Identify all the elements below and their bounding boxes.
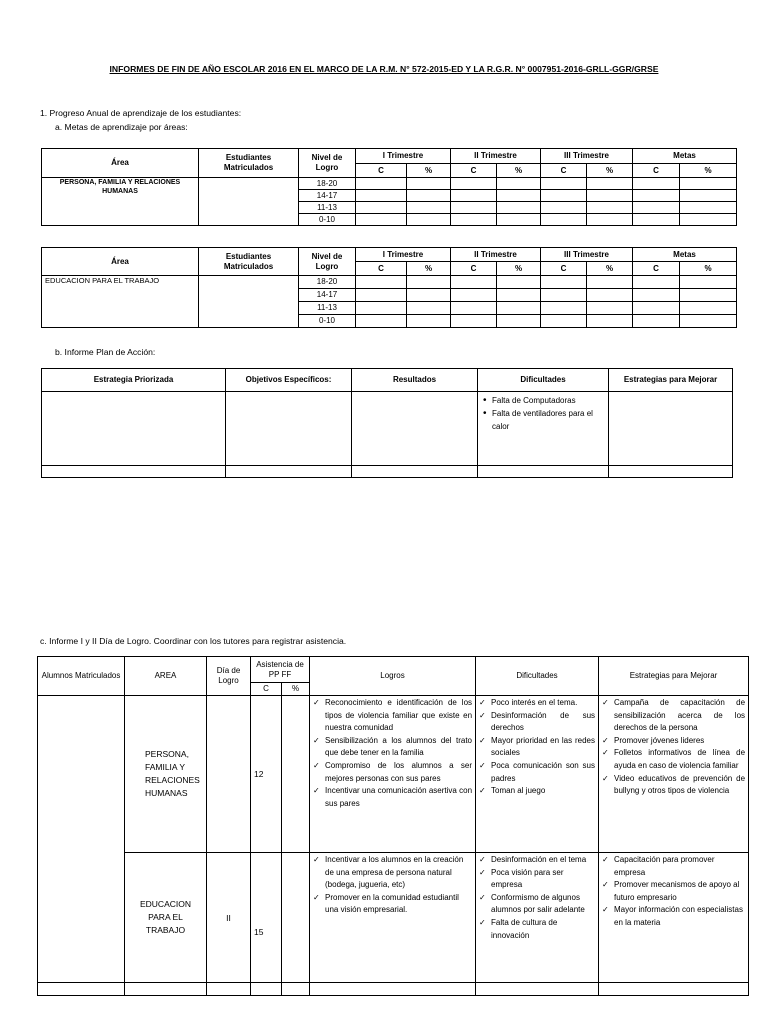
list-item: ✓ Mayor información con especialistas en la materia	[602, 904, 745, 929]
header-pct: %	[680, 262, 737, 276]
header-pct: %	[497, 262, 541, 276]
list-item: ✓ Mayor prioridad en las redes sociales	[479, 735, 595, 760]
list-item: • Falta de ventiladores para el calor	[481, 407, 605, 433]
estudiantes-cell	[199, 178, 299, 226]
area-cell: PERSONA, FAMILIA Y RELACIONES HUMANAS	[42, 178, 199, 226]
header-c: C	[451, 262, 497, 276]
header-pct: %	[497, 164, 541, 178]
alumnos-cell	[38, 696, 125, 983]
header-pct: %	[587, 164, 633, 178]
header-metas: Metas	[633, 248, 737, 262]
header-estrategias-mejorar: Estrategias para Mejorar	[609, 369, 733, 392]
header-trimestre-2: II Trimestre	[451, 248, 541, 262]
list-item: ✓ Promover mecanismos de apoyo al futuro empresario	[602, 879, 745, 904]
section-1-heading: 1. Progreso Anual de aprendizaje de los estudiantes:	[40, 108, 242, 118]
header-dificultades: Dificultades	[478, 369, 609, 392]
metas-table-educacion-trabajo	[41, 247, 737, 328]
header-pct: %	[282, 683, 310, 696]
area-cell: EDUCACION PARA EL TRABAJO	[125, 853, 207, 983]
header-resultados: Resultados	[352, 369, 478, 392]
header-nivel: Nivel de Logro	[299, 248, 356, 276]
nivel-cell: 14-17	[299, 289, 356, 302]
list-item: ✓ Falta de cultura de innovación	[479, 917, 595, 942]
header-trimestre-1: I Trimestre	[356, 149, 451, 164]
header-estudiantes: Estudiantes Matriculados	[199, 149, 299, 178]
area-cell: EDUCACION PARA EL TRABAJO	[42, 276, 199, 328]
dificultades-cell	[476, 853, 599, 983]
section-c-heading: c. Informe I y II Día de Logro. Coordinar con los tutores para registrar asistencia.	[40, 636, 347, 646]
header-c: C	[356, 164, 407, 178]
header-asistencia: Asistencia de PP FF	[251, 657, 310, 683]
header-trimestre-1: I Trimestre	[356, 248, 451, 262]
logros-cell	[310, 696, 476, 853]
header-c: C	[251, 683, 282, 696]
header-dia: Día de Logro	[207, 657, 251, 696]
header-pct: %	[680, 164, 737, 178]
dificultades-cell	[476, 696, 599, 853]
list-item: ✓ Promover jóvenes lideres	[602, 735, 745, 748]
header-estrategia: Estrategia Priorizada	[42, 369, 226, 392]
list-item: ✓ Toman al juego	[479, 785, 595, 798]
header-dificultades: Dificultades	[476, 657, 599, 696]
header-c: C	[356, 262, 407, 276]
nivel-cell: 18-20	[299, 276, 356, 289]
list-item: ✓ Incentivar a los alumnos en la creación de una empresa de persona natural (bodega, jugueria, etc)	[313, 854, 472, 892]
list-item: • Falta de Computadoras	[481, 394, 605, 407]
header-estrategias: Estrategias para Mejorar	[599, 657, 749, 696]
dia-logro-table	[37, 656, 749, 996]
header-nivel: Nivel de Logro	[299, 149, 356, 178]
list-item: ✓ Poco interés en el tema.	[479, 697, 595, 710]
area-cell: PERSONA, FAMILIA Y RELACIONES HUMANAS	[125, 696, 207, 853]
header-area: Área	[42, 248, 199, 276]
header-c: C	[633, 164, 680, 178]
header-c: C	[541, 262, 587, 276]
header-trimestre-3: III Trimestre	[541, 248, 633, 262]
estrategias-cell	[599, 696, 749, 853]
nivel-cell: 18-20	[299, 178, 356, 190]
nivel-cell: 0-10	[299, 315, 356, 328]
nivel-cell: 11-13	[299, 302, 356, 315]
header-pct: %	[407, 164, 451, 178]
list-item: ✓ Desinformación de sus derechos	[479, 710, 595, 735]
list-item: ✓ Sensibilización a los alumnos del trato que debe tener en la familia	[313, 735, 472, 760]
header-trimestre-3: III Trimestre	[541, 149, 633, 164]
header-c: C	[451, 164, 497, 178]
metas-table-persona-familia	[41, 148, 737, 226]
list-item: ✓ Video educativos de prevención de bullyng y otros tipos de violencia	[602, 773, 745, 798]
header-c: C	[541, 164, 587, 178]
header-trimestre-2: II Trimestre	[451, 149, 541, 164]
list-item: ✓ Desinformación en el tema	[479, 854, 595, 867]
dia-cell	[207, 696, 251, 853]
nivel-cell: 14-17	[299, 190, 356, 202]
dia-cell: II	[207, 853, 251, 983]
header-metas: Metas	[633, 149, 737, 164]
list-item: ✓ Poca visión para ser empresa	[479, 867, 595, 892]
list-item: ✓ Poca comunicación son sus padres	[479, 760, 595, 785]
estudiantes-cell	[199, 276, 299, 328]
plan-accion-table	[41, 368, 733, 478]
list-item: ✓ Capacitación para promover empresa	[602, 854, 745, 879]
header-logros: Logros	[310, 657, 476, 696]
list-item: ✓ Folletos informativos de línea de ayuda en caso de violencia familiar	[602, 747, 745, 772]
list-item: ✓ Reconocimiento e identificación de los tipos de violencia familiar que existe en nuestra comunidad	[313, 697, 472, 735]
list-item: ✓ Conformismo de algunos alumnos por salir adelante	[479, 892, 595, 917]
header-area: AREA	[125, 657, 207, 696]
header-alumnos: Alumnos Matriculados	[38, 657, 125, 696]
header-c: C	[633, 262, 680, 276]
list-item: ✓ Promover en la comunidad estudiantil una visión empresarial.	[313, 892, 472, 917]
section-a-heading: a. Metas de aprendizaje por áreas:	[55, 122, 188, 132]
document-title: INFORMES DE FIN DE AÑO ESCOLAR 2016 EN EL MARCO DE LA R.M. N° 572-2015-ED Y LA R.G.R. N° 0007951-2016-GRLL-GGR/GRSE	[109, 64, 659, 74]
dificultades-cell	[478, 392, 609, 466]
list-item: ✓ Campaña de capacitación de sensibilización acerca de los derechos de la persona	[602, 697, 745, 735]
nivel-cell: 0-10	[299, 214, 356, 226]
asistencia-c-cell: 12	[251, 696, 282, 853]
header-area: Área	[42, 149, 199, 178]
header-pct: %	[587, 262, 633, 276]
asistencia-c-cell: 15	[251, 853, 282, 983]
nivel-cell: 11-13	[299, 202, 356, 214]
list-item: ✓ Incentivar una comunicación asertiva con sus pares	[313, 785, 472, 810]
logros-cell	[310, 853, 476, 983]
header-objetivos: Objetivos Específicos:	[226, 369, 352, 392]
section-b-heading: b. Informe Plan de Acción:	[55, 347, 156, 357]
estrategias-cell	[599, 853, 749, 983]
header-pct: %	[407, 262, 451, 276]
header-estudiantes: Estudiantes Matriculados	[199, 248, 299, 276]
list-item: ✓ Compromiso de los alumnos a ser mejores personas con sus pares	[313, 760, 472, 785]
